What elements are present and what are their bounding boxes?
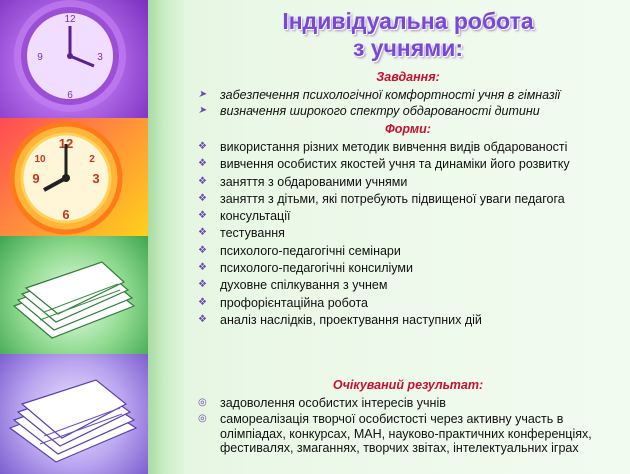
purple-clock-image — [0, 0, 148, 118]
diamond-bullet-icon: ❖ — [198, 175, 207, 187]
slide-title — [186, 8, 630, 62]
list-item — [196, 261, 624, 275]
list-item — [196, 296, 624, 310]
diamond-bullet-icon: ❖ — [198, 313, 207, 325]
list-item-text: заняття з обдарованими учнями — [220, 174, 408, 189]
list-item — [196, 140, 624, 154]
svg-text:10: 10 — [34, 154, 46, 165]
chevron-arrow-icon: ➤ — [198, 89, 207, 100]
list-item-text: психолого-педагогічні консиліуми — [220, 261, 413, 276]
diamond-bullet-icon: ❖ — [198, 227, 207, 239]
svg-text:6: 6 — [62, 207, 70, 222]
decorative-sidebar — [0, 0, 148, 474]
diamond-bullet-icon: ❖ — [198, 244, 207, 256]
list-item — [196, 278, 624, 292]
title-line-2: з учнями: — [352, 35, 464, 61]
svg-text:12: 12 — [64, 14, 76, 25]
list-item-text: забезпечення психологічної комфортності учня в гімназії — [220, 88, 561, 102]
svg-text:6: 6 — [67, 90, 73, 101]
diamond-bullet-icon: ❖ — [198, 262, 207, 274]
diamond-bullet-icon: ❖ — [198, 158, 207, 170]
list-item — [196, 244, 624, 258]
circle-bullet-icon: ◎ — [198, 413, 207, 425]
results-heading: Очікуваний результат: — [332, 378, 484, 392]
circle-bullet-icon: ◎ — [198, 397, 207, 408]
list-item-text: задоволення особистих інтересів учнів — [220, 396, 446, 410]
results-list — [196, 396, 624, 457]
list-item — [196, 175, 624, 189]
chevron-arrow-icon: ➤ — [198, 105, 207, 117]
list-item-text: духовне спілкування з учнем — [220, 278, 388, 293]
list-item-text: визначення широкого спектру обдарованості дитини — [220, 104, 540, 119]
purple-papers-image — [0, 354, 148, 474]
diamond-bullet-icon: ❖ — [198, 296, 207, 308]
list-item — [196, 396, 624, 410]
svg-text:12: 12 — [58, 136, 74, 151]
green-papers-image — [0, 236, 148, 354]
diamond-bullet-icon: ❖ — [198, 141, 207, 152]
tasks-list — [196, 88, 624, 121]
svg-text:3: 3 — [97, 52, 103, 63]
list-item — [196, 88, 624, 102]
list-item — [196, 104, 624, 118]
list-item — [196, 192, 624, 206]
svg-text:9: 9 — [37, 52, 43, 63]
list-item — [196, 157, 624, 171]
list-item — [196, 226, 624, 240]
list-item-text: психолого-педагогічні семінари — [220, 243, 401, 258]
forms-heading: Форми: — [385, 122, 431, 136]
list-item-text: консультації — [220, 209, 291, 224]
tasks-heading: Завдання: — [376, 70, 440, 84]
list-item-text: заняття з дітьми, які потребують підвищеної уваги педагога — [220, 191, 565, 206]
diamond-bullet-icon: ❖ — [198, 279, 207, 291]
list-item-text: вивчення особистих якостей учня та динаміки його розвитку — [220, 157, 570, 172]
decorative-stripe — [148, 0, 184, 474]
list-item-text: профорієнтаційна робота — [220, 295, 368, 310]
list-item-text: аналіз наслідків, проектування наступних дій — [220, 312, 482, 327]
list-item-text: використання різних методик вивчення видів обдарованості — [220, 140, 568, 154]
list-item-text: самореалізація творчої особистості через активну участь в олімпіадах, конкурсах, МАН, науково-практичних конференціях, фестивалях, змаганнях, творчих звітах, інтелектуальних іграх — [220, 412, 592, 455]
list-item-text: тестування — [220, 226, 285, 241]
diamond-bullet-icon: ❖ — [198, 210, 207, 222]
list-item — [196, 209, 624, 223]
list-item — [196, 313, 624, 327]
svg-text:9: 9 — [32, 171, 40, 186]
orange-clock-image — [0, 118, 148, 236]
svg-text:3: 3 — [92, 171, 100, 186]
svg-text:2: 2 — [89, 154, 95, 165]
forms-list — [196, 140, 624, 330]
list-item — [196, 412, 624, 455]
diamond-bullet-icon: ❖ — [198, 192, 207, 204]
title-line-1: Індивідуальна робота — [282, 8, 534, 34]
